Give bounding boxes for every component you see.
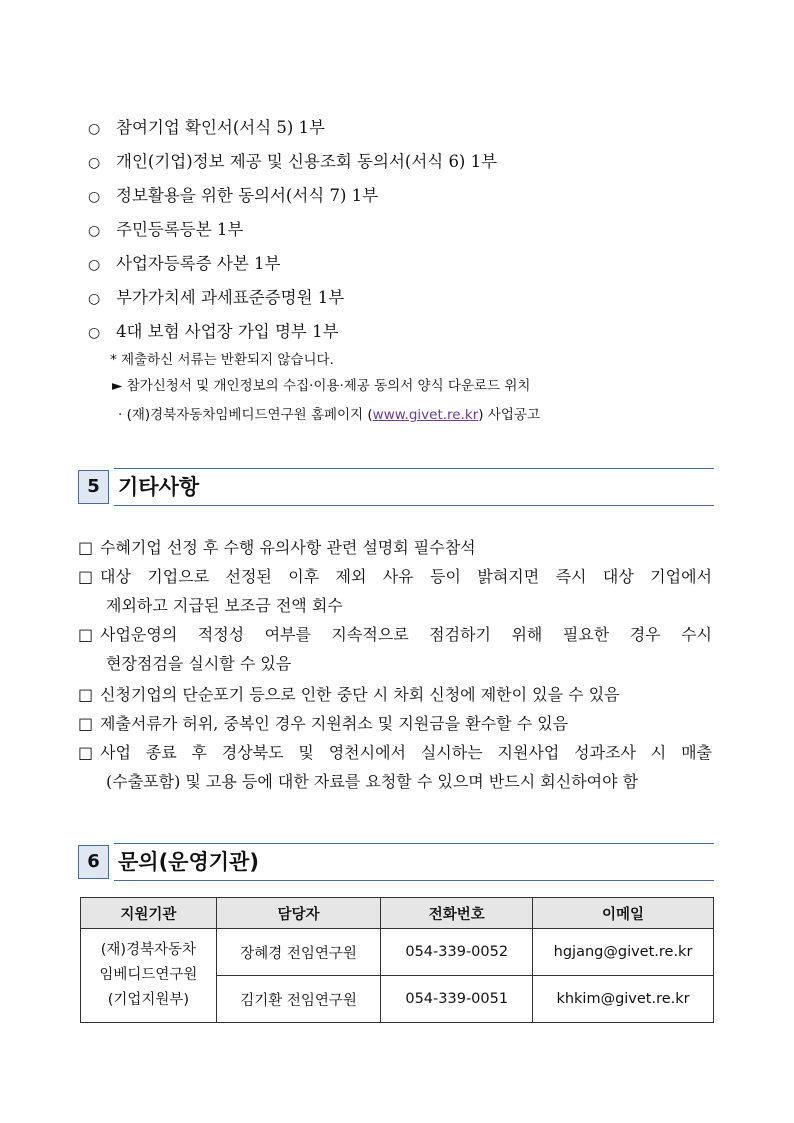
circle-bullet-icon: ○ bbox=[88, 223, 101, 239]
table-row bbox=[81, 929, 714, 976]
list-item: ○ 4대 보험 사업장 가입 명부 1부 bbox=[88, 318, 497, 352]
notice-item: □ 신청기업의 단순포기 등으로 인한 중단 시 차회 신청에 제한이 있을 수 있음 bbox=[78, 680, 718, 709]
required-documents-list bbox=[88, 114, 497, 352]
table-header-row bbox=[81, 898, 714, 929]
divider bbox=[114, 880, 714, 881]
section-number: 5 bbox=[78, 470, 109, 504]
circle-bullet-icon: ○ bbox=[88, 257, 101, 273]
organization-cell: (재)경북자동차 임베디드연구원 (기업지원부) bbox=[81, 929, 217, 1023]
contact-person-cell: 김기환 전임연구원 bbox=[216, 976, 381, 1023]
checkbox-icon: □ bbox=[78, 685, 94, 704]
notice-item: □ 제출서류가 허위, 중복인 경우 지원취소 및 지원금을 환수할 수 있음 bbox=[78, 709, 718, 738]
email-cell: hgjang@givet.re.kr bbox=[533, 929, 714, 976]
download-site-note: · (재)경북자동차임베디드연구원 홈페이지 (www.givet.re.kr) 사업공고 bbox=[118, 407, 541, 423]
column-header: 지원기관 bbox=[81, 898, 217, 929]
column-header: 이메일 bbox=[533, 898, 714, 929]
notice-item: □ 사업운영의 적정성 여부를 지속적으로 점검하기 위해 필요한 경우 수시 현장점검을 실시할 수 있음 bbox=[78, 620, 718, 678]
section-title: 문의(운영기관) bbox=[118, 850, 259, 874]
return-note: * 제출하신 서류는 반환되지 않습니다. bbox=[110, 352, 334, 368]
circle-bullet-icon: ○ bbox=[88, 189, 101, 205]
list-item: ○ 개인(기업)정보 제공 및 신용조회 동의서(서식 6) 1부 bbox=[88, 148, 497, 182]
list-item: ○ 사업자등록증 사본 1부 bbox=[88, 250, 497, 284]
checkbox-icon: □ bbox=[78, 538, 94, 557]
circle-bullet-icon: ○ bbox=[88, 155, 101, 171]
list-item: ○ 주민등록등본 1부 bbox=[88, 216, 497, 250]
email-cell: khkim@givet.re.kr bbox=[533, 976, 714, 1023]
notice-item: □ 사업 종료 후 경상북도 및 영천시에서 실시하는 지원사업 성과조사 시 매출 (수출포함) 및 고용 등에 대한 자료를 요청할 수 있으며 반드시 회신하여야 함 bbox=[78, 738, 718, 796]
circle-bullet-icon: ○ bbox=[88, 121, 101, 137]
divider bbox=[114, 843, 714, 844]
circle-bullet-icon: ○ bbox=[88, 325, 101, 341]
section-6-header bbox=[78, 843, 714, 881]
section-title: 기타사항 bbox=[118, 475, 200, 499]
checkbox-icon: □ bbox=[78, 567, 94, 586]
checkbox-icon: □ bbox=[78, 625, 94, 644]
notice-item: □ 수혜기업 선정 후 수행 유의사항 관련 설명회 필수참석 bbox=[78, 533, 718, 562]
phone-cell: 054-339-0052 bbox=[381, 929, 533, 976]
divider bbox=[114, 468, 714, 469]
contact-table bbox=[80, 897, 714, 1023]
list-item: ○ 정보활용을 위한 동의서(서식 7) 1부 bbox=[88, 182, 497, 216]
section-5-header bbox=[78, 468, 714, 506]
checkbox-icon: □ bbox=[78, 743, 94, 762]
checkbox-icon: □ bbox=[78, 714, 94, 733]
givet-website-link[interactable]: www.givet.re.kr bbox=[372, 407, 479, 423]
list-item: ○ 부가가치세 과세표준증명원 1부 bbox=[88, 284, 497, 318]
notice-item: □ 대상 기업으로 선정된 이후 제외 사유 등이 밝혀지면 즉시 대상 기업에서 제외하고 지급된 보조금 전액 회수 bbox=[78, 562, 718, 620]
section-number: 6 bbox=[78, 845, 109, 879]
circle-bullet-icon: ○ bbox=[88, 291, 101, 307]
phone-cell: 054-339-0051 bbox=[381, 976, 533, 1023]
list-item: ○ 참여기업 확인서(서식 5) 1부 bbox=[88, 114, 497, 148]
column-header: 전화번호 bbox=[381, 898, 533, 929]
column-header: 담당자 bbox=[216, 898, 381, 929]
contact-person-cell: 장혜경 전임연구원 bbox=[216, 929, 381, 976]
download-note: ► 참가신청서 및 개인정보의 수집·이용·제공 동의서 양식 다운로드 위치 bbox=[112, 378, 531, 394]
divider bbox=[114, 505, 714, 506]
